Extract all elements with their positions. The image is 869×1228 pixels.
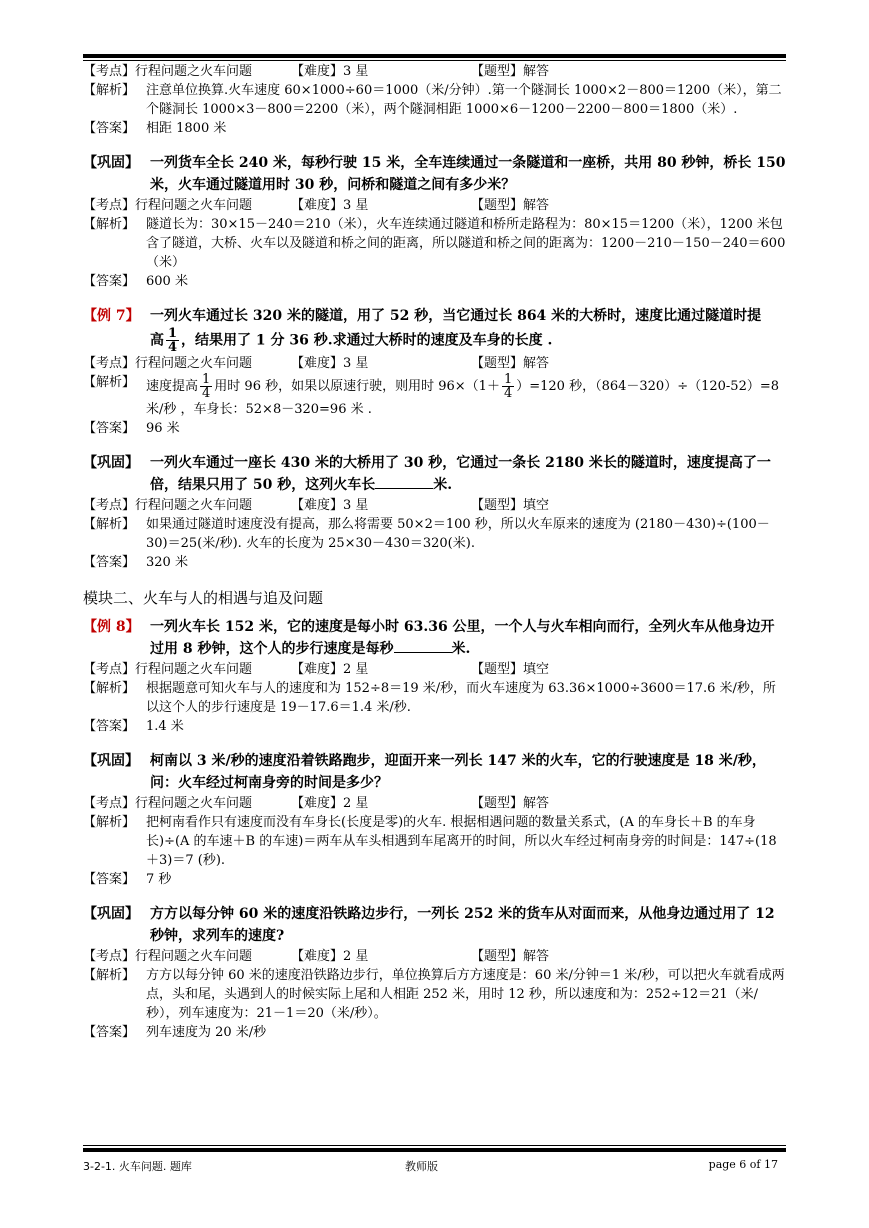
label-kaodian: 【考点】 [83, 662, 136, 677]
label-nandu: 【难度】 [291, 949, 344, 964]
label-tixing: 【题型】 [471, 198, 524, 213]
analysis-row [83, 966, 786, 1023]
analysis-row [83, 81, 786, 119]
question-part-a: 一列火车通过长 320 米的隧道，用了 52 秒，当它通过长 864 米的大桥时，速度比通过隧道时提 [150, 308, 762, 324]
label-kaodian: 【考点】 [83, 796, 136, 811]
fraction-denominator: 4 [503, 386, 513, 401]
fraction [200, 373, 212, 400]
label-daan: 【答案】 [83, 1025, 136, 1040]
answer-text: 7 秒 [146, 872, 172, 887]
analysis-text: 根据题意可知火车与人的速度和为 152÷8＝19 米/秒，而火车速度为 63.36×1000÷3600＝17.6 米/秒，所以这个人的步行速度是 19－17.6＝1.4 米/秒. [146, 681, 776, 715]
fraction [502, 373, 514, 400]
label-jiexi: 【解析】 [83, 517, 136, 532]
tixing-value: 解答 [523, 356, 550, 371]
kaodian-value: 行程问题之火车问题 [135, 949, 253, 964]
kaodian-value: 行程问题之火车问题 [135, 64, 253, 79]
document-page [83, 0, 786, 1228]
tixing-value: 解答 [523, 949, 550, 964]
analysis-text: 如果通过隧道时速度没有提高，那么将需要 50×2＝100 秒，所以火车原来的速度为 (2180－430)÷(100－30)＝25(米/秒). 火车的长度为 25×30－430＝320(米). [146, 517, 770, 551]
analysis-row [83, 373, 786, 419]
label-kaodian: 【考点】 [83, 949, 136, 964]
question-row [83, 305, 786, 354]
label-nandu: 【难度】 [291, 64, 344, 79]
answer-row [83, 717, 786, 736]
footer-rule-thin [83, 1145, 786, 1146]
label-jiexi: 【解析】 [83, 375, 136, 390]
tixing-value: 解答 [523, 64, 550, 79]
analysis-row [83, 813, 786, 870]
label-kaodian: 【考点】 [83, 356, 136, 371]
header-rule-thin [83, 60, 786, 61]
footer-edition: 教师版 [405, 1160, 438, 1173]
answer-text: 1.4 米 [146, 719, 184, 734]
question-row [83, 452, 786, 496]
analysis-text: 隧道长为：30×15－240＝210（米），火车连续通过隧道和桥所走路程为：80×15＝1200（米），1200 米包含了隧道，大桥、火车以及隧道和桥之间的距离，所以隧道和桥之间的距离为：1200－210－150－240＝600（米） [146, 217, 786, 270]
label-jiexi: 【解析】 [83, 681, 136, 696]
label-tixing: 【题型】 [471, 662, 524, 677]
tixing-value: 解答 [523, 198, 550, 213]
nandu-value: 3 星 [343, 498, 369, 513]
fraction-numerator: 1 [168, 326, 178, 341]
kaodian-value: 行程问题之火车问题 [135, 498, 253, 513]
example-tag: 【例 7】 [83, 308, 140, 324]
nandu-value: 3 星 [343, 356, 369, 371]
answer-row [83, 119, 786, 138]
question-text [150, 305, 786, 354]
meta-row [83, 794, 786, 813]
question-part-b2: ，结果用了 1 分 36 秒.求通过大桥时的速度及车身的长度 . [181, 332, 553, 349]
module-heading: 模块二、火车与人的相遇与追及问题 [83, 589, 324, 607]
label-tixing: 【题型】 [471, 796, 524, 811]
fraction [166, 327, 179, 354]
tixing-value: 填空 [523, 498, 550, 513]
kaodian-value: 行程问题之火车问题 [135, 198, 253, 213]
label-daan: 【答案】 [83, 421, 136, 436]
label-nandu: 【难度】 [291, 498, 344, 513]
label-nandu: 【难度】 [291, 198, 344, 213]
label-daan: 【答案】 [83, 555, 136, 570]
answer-row [83, 419, 786, 438]
label-gonggu: 【巩固】 [83, 753, 139, 769]
fraction-denominator: 4 [202, 386, 211, 401]
fraction-denominator: 4 [168, 340, 178, 355]
answer-row [83, 1023, 786, 1042]
label-nandu: 【难度】 [291, 796, 344, 811]
footer-rule [83, 1148, 786, 1152]
label-kaodian: 【考点】 [83, 498, 136, 513]
question-text [150, 452, 786, 496]
meta-row [83, 660, 786, 679]
label-tixing: 【题型】 [471, 64, 524, 79]
question-row [83, 616, 786, 660]
question-row [83, 903, 786, 947]
nandu-value: 2 星 [343, 949, 369, 964]
answer-text: 600 米 [146, 274, 188, 289]
analysis-text: 注意单位换算.火车速度 60×1000÷60＝1000（米/分钟）.第一个隧洞长 1000×2－800＝1200（米），第二个隧洞长 1000×3－800＝2200（米），两个隧洞相距 1000×6－1200－2200－800＝1800（米）. [146, 83, 782, 117]
nandu-value: 2 星 [343, 796, 369, 811]
kaodian-value: 行程问题之火车问题 [135, 356, 253, 371]
label-tixing: 【题型】 [471, 498, 524, 513]
question-text [150, 616, 786, 660]
label-kaodian: 【考点】 [83, 198, 136, 213]
label-daan: 【答案】 [83, 274, 136, 289]
answer-row [83, 553, 786, 572]
nandu-value: 3 星 [343, 198, 369, 213]
analysis-part-a: 速度提高 [146, 379, 199, 394]
label-gonggu: 【巩固】 [83, 455, 139, 471]
question-text: 一列货车全长 240 米，每秒行驶 15 米，全车连续通过一条隧道和一座桥，共用 80 秒钟，桥长 150 米，火车通过隧道用时 30 秒，问桥和隧道之间有多少米？ [150, 155, 786, 193]
label-jiexi: 【解析】 [83, 815, 136, 830]
question-part-b1: 高 [150, 332, 164, 349]
analysis-part-b: 用时 96 秒，如果以原速行驶，则用时 96×（1＋ [214, 379, 500, 394]
question-part-a: 一列火车长 152 米，它的速度是每小时 63.36 公里，一个人与火车相向而行，全列火车从他身边开过用 8 秒钟，这个人的步行速度是每秒 [150, 619, 775, 657]
meta-row [83, 354, 786, 373]
analysis-text [146, 373, 786, 419]
answer-blank[interactable] [375, 474, 433, 489]
analysis-text: 把柯南看作只有速度而没有车身长(长度是零)的火车. 根据相遇问题的数量关系式，(A 的车身长＋B 的车身长)÷(A 的车速＋B 的车速)＝两车从车头相遇到车尾离开的时间，所以火车经过柯南身旁的时间是：147÷(18＋3)＝7 (秒). [146, 815, 777, 868]
label-nandu: 【难度】 [291, 662, 344, 677]
kaodian-value: 行程问题之火车问题 [135, 796, 253, 811]
analysis-part-c: ）=120 秒，（864－320）÷（120-52）=8 米/秒 ，车身长：52×8－320=96 米 . [146, 379, 780, 417]
label-daan: 【答案】 [83, 872, 136, 887]
label-kaodian: 【考点】 [83, 64, 136, 79]
footer-doc-title: 3-2-1. 火车问题. 题库 [83, 1160, 192, 1173]
label-jiexi: 【解析】 [83, 83, 136, 98]
question-text: 方方以每分钟 60 米的速度沿铁路边步行，一列长 252 米的货车从对面而来，从他身边通过用了 12 秒钟，求列车的速度? [150, 906, 775, 944]
label-nandu: 【难度】 [291, 356, 344, 371]
meta-row [83, 62, 786, 81]
answer-row [83, 870, 786, 889]
analysis-text: 方方以每分钟 60 米的速度沿铁路边步行，单位换算后方方速度是：60 米/分钟＝1 米/秒，可以把火车就看成两点，头和尾，头遇到人的时候实际上尾和人相距 252 米，用时 12 秒，所以速度和为：252÷12＝21（米/秒），列车速度为：21－1＝20（米/秒）。 [146, 968, 785, 1021]
answer-text: 96 米 [146, 421, 180, 436]
analysis-row [83, 215, 786, 272]
footer-page-number: page 6 of 17 [708, 1158, 778, 1171]
answer-text: 列车速度为 20 米/秒 [146, 1025, 267, 1040]
nandu-value: 2 星 [343, 662, 369, 677]
answer-text: 320 米 [146, 555, 188, 570]
tixing-value: 填空 [523, 662, 550, 677]
example-tag: 【例 8】 [83, 619, 140, 635]
analysis-row [83, 515, 786, 553]
label-jiexi: 【解析】 [83, 968, 136, 983]
question-part-b: 米. [433, 477, 453, 493]
label-tixing: 【题型】 [471, 356, 524, 371]
header-rule [83, 54, 786, 58]
page-content [83, 62, 786, 1042]
label-daan: 【答案】 [83, 719, 136, 734]
label-jiexi: 【解析】 [83, 217, 136, 232]
label-daan: 【答案】 [83, 121, 136, 136]
answer-row [83, 272, 786, 291]
meta-row [83, 947, 786, 966]
question-part-b: 米. [451, 641, 471, 657]
question-part-a: 一列火车通过一座长 430 米的大桥用了 30 秒，它通过一条长 2180 米长的隧道时，速度提高了一倍，结果只用了 50 秒，这列火车长 [150, 455, 771, 493]
label-gonggu: 【巩固】 [83, 906, 139, 922]
tixing-value: 解答 [523, 796, 550, 811]
answer-blank[interactable] [394, 638, 452, 653]
meta-row [83, 196, 786, 215]
analysis-row [83, 679, 786, 717]
question-row [83, 750, 786, 794]
fraction-numerator: 1 [503, 372, 513, 387]
fraction-numerator: 1 [202, 372, 211, 387]
meta-row [83, 496, 786, 515]
nandu-value: 3 星 [343, 64, 369, 79]
label-gonggu: 【巩固】 [83, 155, 139, 171]
kaodian-value: 行程问题之火车问题 [135, 662, 253, 677]
question-text: 柯南以 3 米/秒的速度沿着铁路跑步，迎面开来一列长 147 米的火车，它的行驶速度是 18 米/秒，问：火车经过柯南身旁的时间是多少？ [150, 753, 766, 791]
question-row [83, 152, 786, 196]
answer-text: 相距 1800 米 [146, 121, 227, 136]
label-tixing: 【题型】 [471, 949, 524, 964]
